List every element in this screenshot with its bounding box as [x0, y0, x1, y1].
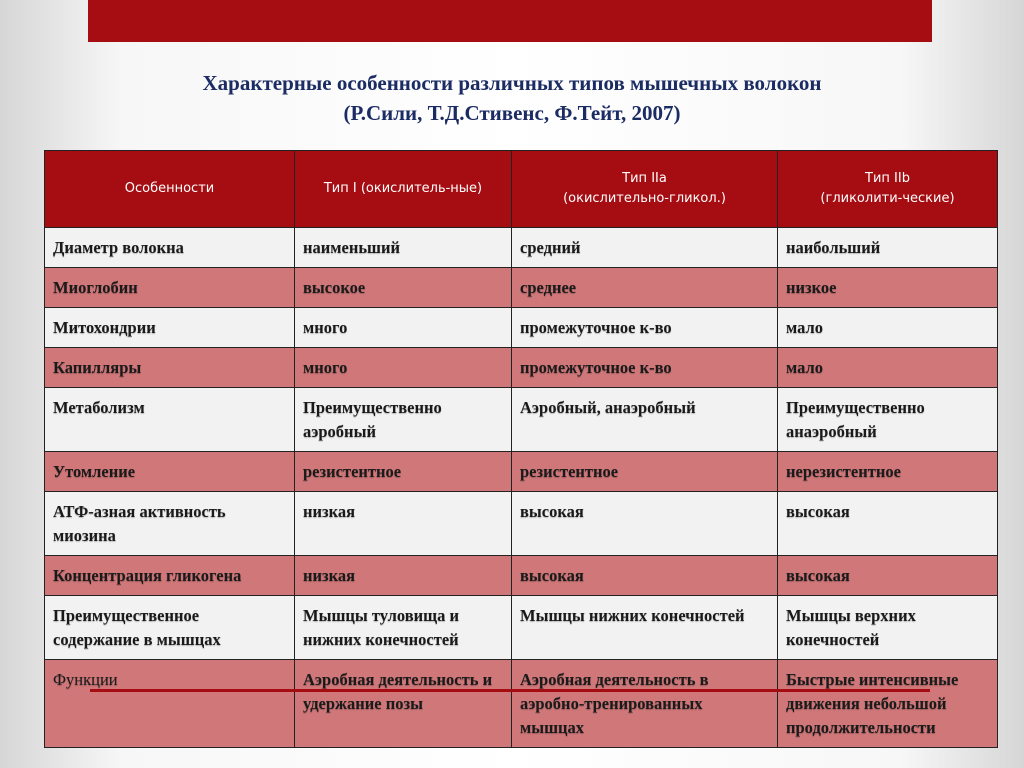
cell-feature: Капилляры: [45, 348, 295, 388]
cell-type2b: наибольший: [778, 228, 998, 268]
cell-type2a: промежуточное к-во: [512, 308, 778, 348]
cell-type2a: Аэробный, анаэробный: [512, 388, 778, 452]
header-type1: Тип I (окислитель-ные): [295, 151, 512, 228]
accent-underline: [90, 689, 930, 692]
cell-feature: Метаболизм: [45, 388, 295, 452]
cell-type2b: нерезистентное: [778, 452, 998, 492]
cell-feature: Диаметр волокна: [45, 228, 295, 268]
table-row: [45, 228, 998, 268]
cell-type2a: Аэробная деятельность в аэробно-тренированных мышцах: [512, 660, 778, 748]
cell-feature: Миоглобин: [45, 268, 295, 308]
cell-type2a: среднее: [512, 268, 778, 308]
cell-type2b: мало: [778, 348, 998, 388]
table-row: [45, 452, 998, 492]
cell-type1: низкая: [295, 492, 512, 556]
table-row: [45, 556, 998, 596]
cell-type1: высокое: [295, 268, 512, 308]
cell-type2a: средний: [512, 228, 778, 268]
cell-feature: Утомление: [45, 452, 295, 492]
header-type2a: Тип IIa (окислительно-гликол.): [512, 151, 778, 228]
cell-type2b: Преимущественно анаэробный: [778, 388, 998, 452]
header-type2b: Тип IIb (гликолити-ческие): [778, 151, 998, 228]
cell-type2b: Быстрые интенсивные движения небольшой продолжительности: [778, 660, 998, 748]
table-row: [45, 660, 998, 748]
header-features: Особенности: [45, 151, 295, 228]
table-row: [45, 596, 998, 660]
cell-type2a: Мышцы нижних конечностей: [512, 596, 778, 660]
cell-type1: низкая: [295, 556, 512, 596]
cell-type2a: высокая: [512, 556, 778, 596]
cell-type1: много: [295, 308, 512, 348]
table-row: [45, 388, 998, 452]
cell-feature: Концентрация гликогена: [45, 556, 295, 596]
cell-type1: много: [295, 348, 512, 388]
cell-type2b: мало: [778, 308, 998, 348]
cell-type2b: Мышцы верхних конечностей: [778, 596, 998, 660]
cell-type2b: низкое: [778, 268, 998, 308]
title-line-1: Характерные особенности различных типов мышечных волокон: [202, 71, 822, 95]
cell-type1: резистентное: [295, 452, 512, 492]
cell-feature: АТФ-азная активность миозина: [45, 492, 295, 556]
title-line-2: (Р.Сили, Т.Д.Стивенс, Ф.Тейт, 2007): [343, 101, 681, 125]
slide-title: [0, 68, 1024, 128]
cell-type1: Мышцы туловища и нижних конечностей: [295, 596, 512, 660]
muscle-fiber-table: [44, 150, 998, 748]
cell-type2b: высокая: [778, 492, 998, 556]
header-row: [45, 151, 998, 228]
cell-feature: Преимущественное содержание в мышцах: [45, 596, 295, 660]
table-row: [45, 268, 998, 308]
cell-type2a: промежуточное к-во: [512, 348, 778, 388]
table-row: [45, 308, 998, 348]
cell-type1: Аэробная деятельность и удержание позы: [295, 660, 512, 748]
cell-feature: Митохондрии: [45, 308, 295, 348]
cell-type1: Преимущественно аэробный: [295, 388, 512, 452]
table-row: [45, 492, 998, 556]
cell-type2a: резистентное: [512, 452, 778, 492]
cell-type2b: высокая: [778, 556, 998, 596]
table-row: [45, 348, 998, 388]
cell-type2a: высокая: [512, 492, 778, 556]
top-accent-bar: [88, 0, 932, 42]
cell-type1: наименьший: [295, 228, 512, 268]
cell-feature: Функции: [45, 660, 295, 748]
